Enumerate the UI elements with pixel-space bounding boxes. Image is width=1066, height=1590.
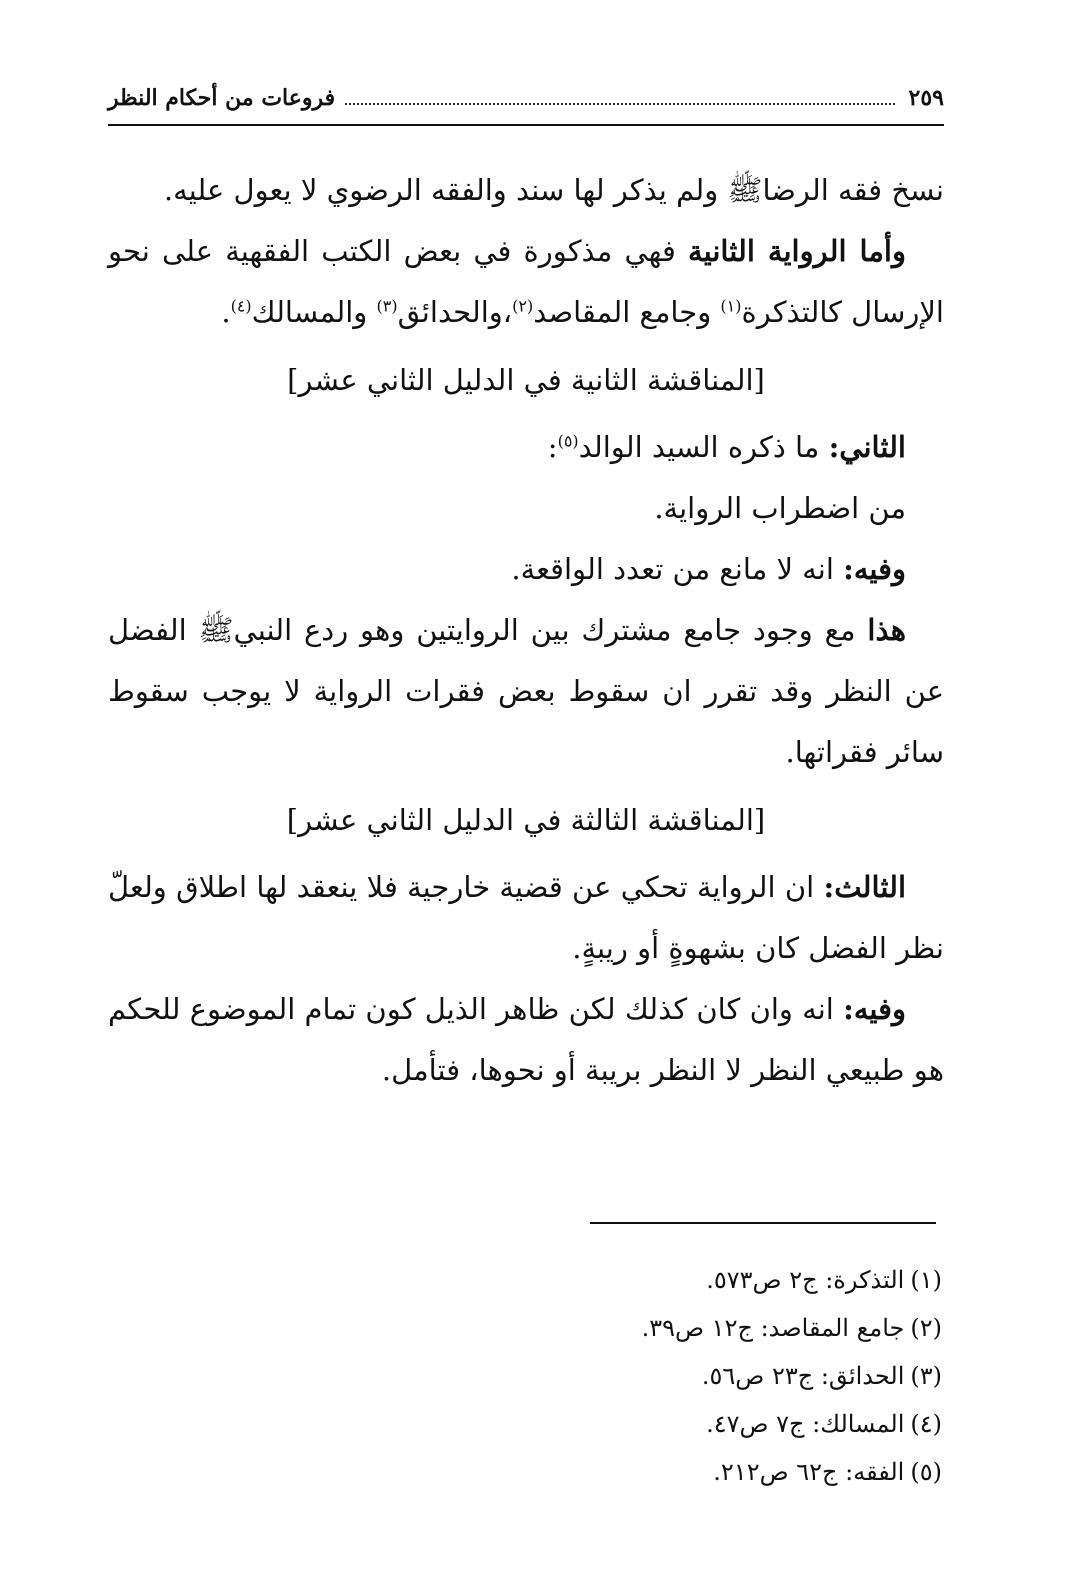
paragraph-2-text-5: . <box>221 295 231 329</box>
footnote-3 <box>108 1352 944 1400</box>
section-heading-3: [المناقشة الثالثة في الدليل الثاني عشر] <box>286 803 766 837</box>
paragraph-7-text: ان الرواية تحكي عن قضية خارجية فلا ينعقد لها اطلاق ولعلّ نظر الفضل كان بشهوةٍ أو ريبةٍ. <box>108 870 944 965</box>
paragraph-4-text: من اضطراب الرواية. <box>654 491 906 525</box>
section-heading-2: [المناقشة الثانية في الدليل الثاني عشر] <box>287 363 765 397</box>
footnote-number: (١) <box>910 1266 942 1294</box>
paragraph-6 <box>108 600 944 783</box>
footnote-text: التذكرة: ج٢ ص٥٧٣. <box>706 1266 905 1294</box>
footnote-ref-2: (٢) <box>512 296 534 316</box>
footnote-number: (٤) <box>910 1410 942 1438</box>
paragraph-6-lead: هذا <box>867 613 906 647</box>
paragraph-8-text: انه وان كان كذلك لكن ظاهر الذيل كون تمام الموضوع للحكم هو طبيعي النظر لا النظر بريبة أو نحوها، فتأمل. <box>108 992 944 1087</box>
paragraph-3-lead: الثاني: <box>828 430 906 464</box>
paragraph-8 <box>108 979 944 1101</box>
footnote-1 <box>108 1256 944 1304</box>
header-rule <box>108 124 944 126</box>
footnote-5 <box>108 1448 944 1496</box>
paragraph-2-text-2: وجامع المقاصد <box>533 295 721 329</box>
paragraph-5 <box>108 539 944 600</box>
footnote-2 <box>108 1304 944 1352</box>
footnote-ref-4: (٤) <box>230 296 252 316</box>
paragraph-1 <box>108 160 944 221</box>
footnote-4 <box>108 1400 944 1448</box>
footnote-text: الفقه: ج٦٢ ص٢١٢. <box>713 1458 905 1486</box>
footnote-text: المسالك: ج٧ ص٤٧. <box>706 1410 905 1438</box>
paragraph-5-lead: وفيه: <box>843 552 906 586</box>
running-header <box>108 78 944 118</box>
running-title: فروعات من أحكام النظر <box>108 85 336 111</box>
paragraph-7-lead: الثالث: <box>823 870 906 904</box>
footnote-ref-5: (٥) <box>557 431 579 451</box>
paragraph-2-text-3: ،والحدائق <box>397 295 513 329</box>
footnote-separator <box>590 1222 936 1224</box>
paragraph-1-text: نسخ فقه الرضاﷺ ولم يذكر لها سند والفقه الرضوي لا يعول عليه. <box>163 173 944 207</box>
paragraph-8-lead: وفيه: <box>843 992 906 1026</box>
paragraph-3-text: ما ذكره السيد الوالد <box>578 430 829 464</box>
footnotes <box>108 1256 944 1496</box>
paragraph-3 <box>108 417 944 478</box>
body-text <box>108 160 944 1101</box>
footnote-ref-1: (١) <box>720 296 742 316</box>
paragraph-2-text-4: والمسالك <box>251 295 377 329</box>
paragraph-3-end: : <box>547 430 558 464</box>
paragraph-6-text: مع وجود جامع مشترك بين الروايتين وهو ردع النبيﷺ الفضل عن النظر وقد تقرر ان سقوط بعض فقرات الرواية لا يوجب سقوط سائر فقراتها. <box>108 613 944 769</box>
paragraph-4 <box>108 478 944 539</box>
footnote-number: (٢) <box>910 1314 942 1342</box>
header-leader-dots <box>345 103 894 105</box>
paragraph-2 <box>108 221 944 343</box>
paragraph-2-text-1: فهي مذكورة في بعض الكتب الفقهية على نحو الإرسال كالتذكرة <box>108 234 944 329</box>
footnote-number: (٥) <box>910 1458 942 1486</box>
footnote-number: (٣) <box>910 1362 942 1390</box>
footnote-ref-3: (٣) <box>376 296 398 316</box>
paragraph-2-lead: وأما الرواية الثانية <box>688 234 906 268</box>
paragraph-7 <box>108 857 944 979</box>
footnote-text: جامع المقاصد: ج١٢ ص٣٩. <box>641 1314 905 1342</box>
footnote-text: الحدائق: ج٢٣ ص٥٦. <box>701 1362 905 1390</box>
page-number: ٢٥٩ <box>908 85 944 111</box>
paragraph-5-text: انه لا مانع من تعدد الواقعة. <box>511 552 844 586</box>
